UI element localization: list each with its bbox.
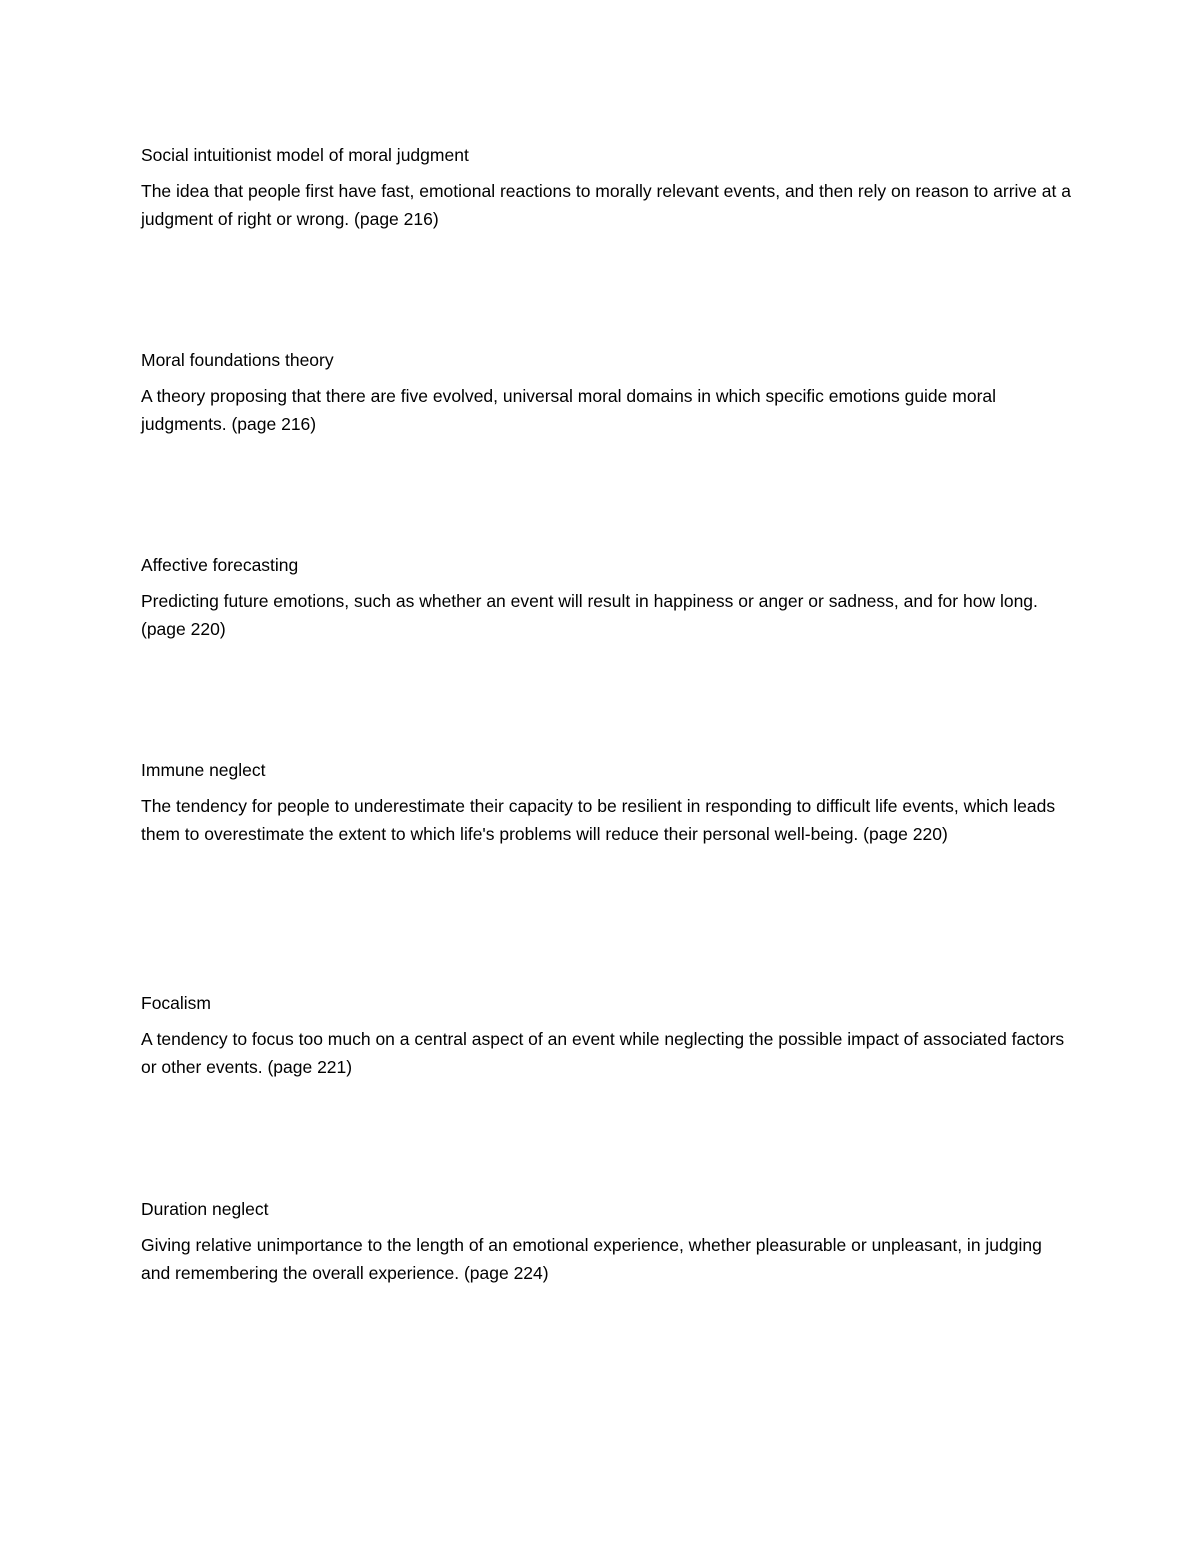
glossary-entry-moral-foundations-theory (141, 346, 1071, 438)
glossary-entry-social-intuitionist-model (141, 141, 1071, 233)
term-definition: The tendency for people to underestimate their capacity to be resilient in responding to difficult life events, which leads them to overestimate the extent to which life's problems will reduce their personal well-being. (page 220) (141, 796, 1056, 844)
glossary-entry-immune-neglect (141, 756, 1071, 848)
glossary-entry-duration-neglect (141, 1195, 1071, 1287)
term-definition: The idea that people first have fast, emotional reactions to morally relevant events, and then rely on reason to arrive at a judgment of right or wrong. (page 216) (141, 181, 1071, 229)
term-heading: Social intuitionist model of moral judgment (141, 145, 469, 165)
term-heading: Moral foundations theory (141, 350, 334, 370)
glossary-entry-affective-forecasting (141, 551, 1071, 643)
term-heading: Duration neglect (141, 1199, 269, 1219)
term-heading: Affective forecasting (141, 555, 299, 575)
term-definition: A tendency to focus too much on a central aspect of an event while neglecting the possible impact of associated factors or other events. (page 221) (141, 1029, 1065, 1077)
term-definition: A theory proposing that there are five evolved, universal moral domains in which specific emotions guide moral judgments. (page 216) (141, 386, 997, 434)
term-definition: Giving relative unimportance to the length of an emotional experience, whether pleasurable or unpleasant, in judging and remembering the overall experience. (page 224) (141, 1235, 1042, 1283)
glossary-entry-focalism (141, 989, 1071, 1081)
term-definition: Predicting future emotions, such as whether an event will result in happiness or anger or sadness, and for how long. (page 220) (141, 591, 1038, 639)
term-heading: Immune neglect (141, 760, 266, 780)
term-heading: Focalism (141, 993, 212, 1013)
